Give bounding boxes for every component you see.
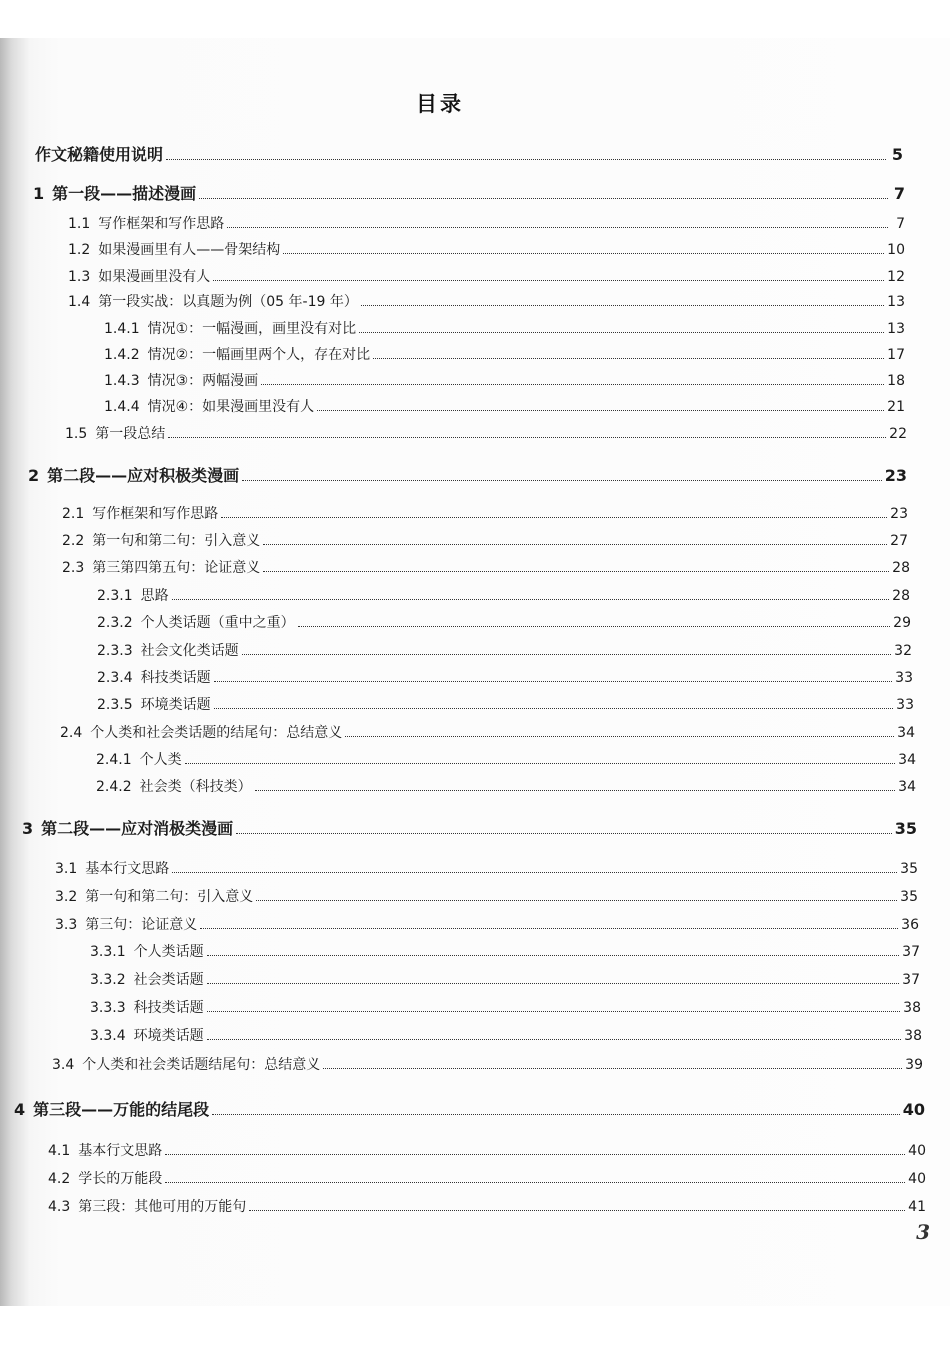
toc-entry-page: 35 xyxy=(900,889,918,905)
toc-entry-page: 33 xyxy=(896,697,914,713)
toc-entry-label: 写作框架和写作思路 xyxy=(98,216,225,232)
toc-entry-page: 40 xyxy=(908,1143,926,1159)
toc-entry-label: 情况②：一幅画里两个人，存在对比 xyxy=(147,347,371,363)
dot-leader xyxy=(242,480,882,481)
toc-entry-label: 个人类 xyxy=(139,752,182,768)
toc-entry-label: 第一句和第二句：引入意义 xyxy=(85,889,254,905)
toc-entry[interactable] xyxy=(97,694,914,714)
toc-entry-label: 第一段——描述漫画 xyxy=(52,184,197,203)
page-title: 目录 xyxy=(416,92,464,116)
toc-entry[interactable] xyxy=(104,370,905,390)
page-number: 3 xyxy=(916,1220,930,1244)
toc-entry[interactable] xyxy=(68,239,905,259)
toc-entry-number: 1.5 xyxy=(65,426,88,442)
toc-entry-page: 33 xyxy=(895,670,913,686)
toc-entry-number: 3.4 xyxy=(52,1057,75,1073)
toc-entry-page: 34 xyxy=(897,725,915,741)
toc-entry[interactable] xyxy=(90,997,921,1017)
dot-leader xyxy=(256,900,897,901)
toc-entry-number: 2.2 xyxy=(62,533,85,549)
dot-leader xyxy=(207,983,900,984)
toc-entry-page: 7 xyxy=(893,184,905,203)
toc-entry-page: 37 xyxy=(902,944,920,960)
toc-entry-number: 2.3.2 xyxy=(97,615,133,631)
toc-entry[interactable] xyxy=(97,585,910,605)
toc-entry[interactable] xyxy=(97,667,913,687)
toc-entry[interactable] xyxy=(62,503,908,523)
toc-entry-number: 2 xyxy=(28,466,40,485)
dot-leader xyxy=(207,955,900,956)
toc-entry[interactable] xyxy=(55,914,919,934)
toc-entry-page: 38 xyxy=(903,1000,921,1016)
toc-entry-page: 7 xyxy=(896,216,905,232)
toc-entry-label: 个人类话题 xyxy=(133,944,204,960)
toc-entry[interactable] xyxy=(97,612,911,632)
dot-leader xyxy=(207,1039,902,1040)
toc-entry[interactable] xyxy=(48,1168,926,1188)
dot-leader xyxy=(214,708,894,709)
dot-leader xyxy=(361,305,884,306)
toc-entry-number: 3.2 xyxy=(55,889,78,905)
toc-entry-number: 1.4.2 xyxy=(104,347,140,363)
toc-entry-label: 情况④：如果漫画里没有人 xyxy=(147,399,315,415)
dot-leader xyxy=(200,928,898,929)
toc-entry[interactable] xyxy=(55,886,918,906)
toc-entry-page: 27 xyxy=(890,533,908,549)
toc-entry[interactable] xyxy=(104,396,905,416)
dot-leader xyxy=(214,681,893,682)
toc-entry-label: 第一段实战：以真题为例（05 年-19 年） xyxy=(98,294,358,310)
toc-entry-page: 36 xyxy=(901,917,919,933)
toc-entry-page: 22 xyxy=(889,426,907,442)
dot-leader xyxy=(359,332,884,333)
dot-leader xyxy=(212,1114,900,1115)
toc-entry-page: 10 xyxy=(887,242,905,258)
toc-entry-page: 23 xyxy=(890,506,908,522)
toc-entry-number: 4.2 xyxy=(48,1171,71,1187)
toc-entry-page: 41 xyxy=(908,1199,926,1215)
toc-entry-number: 2.4.2 xyxy=(96,779,132,795)
toc-entry-number: 1.2 xyxy=(68,242,91,258)
toc-entry-label: 科技类话题 xyxy=(140,670,211,686)
toc-entry-label: 个人类话题（重中之重） xyxy=(140,615,295,631)
toc-entry-number: 1.4 xyxy=(68,294,91,310)
dot-leader xyxy=(221,517,887,518)
dot-leader xyxy=(165,1182,905,1183)
toc-entry-label: 个人类和社会类话题的结尾句：总结意义 xyxy=(90,725,343,741)
toc-entry-number: 3.3.2 xyxy=(90,972,126,988)
toc-entry[interactable] xyxy=(90,969,920,989)
toc-entry-label: 环境类话题 xyxy=(140,697,211,713)
toc-entry-page: 28 xyxy=(892,560,910,576)
toc-entry-number: 4.3 xyxy=(48,1199,71,1215)
toc-entry[interactable] xyxy=(97,640,912,660)
dot-leader xyxy=(166,159,886,160)
toc-entry-label: 基本行文思路 xyxy=(78,1143,163,1159)
toc-entry-number: 2.4.1 xyxy=(96,752,132,768)
toc-entry-page: 34 xyxy=(898,752,916,768)
dot-leader xyxy=(283,253,884,254)
dot-leader xyxy=(227,227,888,228)
dot-leader xyxy=(263,571,889,572)
dot-leader xyxy=(373,358,884,359)
toc-entry[interactable] xyxy=(14,1097,925,1117)
dot-leader xyxy=(199,198,888,199)
toc-entry[interactable] xyxy=(28,463,907,483)
toc-entry[interactable] xyxy=(96,749,916,769)
toc-entry-label: 作文秘籍使用说明 xyxy=(35,145,164,164)
toc-entry-number: 2.3.5 xyxy=(97,697,133,713)
toc-entry-label: 环境类话题 xyxy=(133,1028,204,1044)
dot-leader xyxy=(213,280,884,281)
toc-entry-label: 社会类（科技类） xyxy=(139,779,252,795)
toc-entry[interactable] xyxy=(90,941,920,961)
toc-entry-page: 5 xyxy=(891,145,903,164)
toc-entry-number: 3.3 xyxy=(55,917,78,933)
toc-entry-page: 23 xyxy=(884,466,907,485)
toc-entry-label: 情况①：一幅漫画，画里没有对比 xyxy=(147,321,357,337)
toc-entry-page: 29 xyxy=(893,615,911,631)
toc-entry-label: 如果漫画里有人——骨架结构 xyxy=(98,242,281,258)
toc-entry[interactable] xyxy=(68,266,905,286)
dot-leader xyxy=(345,736,894,737)
toc-entry-page: 18 xyxy=(887,373,905,389)
dot-leader xyxy=(261,384,884,385)
toc-entry[interactable] xyxy=(48,1196,926,1216)
toc-entry-number: 1.4.3 xyxy=(104,373,140,389)
toc-entry[interactable] xyxy=(90,1025,922,1045)
toc-entry-page: 40 xyxy=(902,1100,925,1119)
dot-leader xyxy=(207,1011,901,1012)
toc-entry-label: 第一句和第二句：引入意义 xyxy=(92,533,261,549)
toc-entry-label: 情况③：两幅漫画 xyxy=(147,373,259,389)
dot-leader xyxy=(236,833,892,834)
toc-entry-page: 17 xyxy=(887,347,905,363)
dot-leader xyxy=(298,626,891,627)
toc-entry-label: 学长的万能段 xyxy=(78,1171,163,1187)
toc-entry-number: 4.1 xyxy=(48,1143,71,1159)
toc-entry-number: 2.4 xyxy=(60,725,83,741)
toc-entry-page: 35 xyxy=(900,861,918,877)
toc-entry[interactable] xyxy=(52,1054,923,1074)
toc-entry-page: 40 xyxy=(908,1171,926,1187)
toc-entry[interactable] xyxy=(60,722,915,742)
toc-entry[interactable] xyxy=(104,318,905,338)
toc-entry[interactable] xyxy=(68,213,905,233)
toc-entry-label: 个人类和社会类话题结尾句：总结意义 xyxy=(82,1057,321,1073)
dot-leader xyxy=(172,599,890,600)
toc-entry-number: 3.3.3 xyxy=(90,1000,126,1016)
toc-entry-label: 写作框架和写作思路 xyxy=(92,506,219,522)
toc-entry-label: 第三段：其他可用的万能句 xyxy=(78,1199,247,1215)
toc-entry[interactable] xyxy=(68,291,905,311)
toc-entry-page: 34 xyxy=(898,779,916,795)
toc-entry-page: 32 xyxy=(894,643,912,659)
toc-entry[interactable] xyxy=(62,530,908,550)
toc-entry-label: 社会类话题 xyxy=(133,972,204,988)
toc-entry-number: 2.3.3 xyxy=(97,643,133,659)
toc-entry[interactable] xyxy=(55,858,918,878)
toc-entry[interactable] xyxy=(104,344,905,364)
toc-entry-page: 13 xyxy=(887,294,905,310)
dot-leader xyxy=(168,437,886,438)
toc-entry-number: 1.3 xyxy=(68,269,91,285)
toc-entry-label: 科技类话题 xyxy=(133,1000,204,1016)
toc-entry-label: 思路 xyxy=(140,588,169,604)
toc-entry-page: 12 xyxy=(887,269,905,285)
toc-entry-page: 21 xyxy=(887,399,905,415)
toc-entry-page: 39 xyxy=(905,1057,923,1073)
dot-leader xyxy=(185,763,896,764)
toc-entry-label: 第三第四第五句：论证意义 xyxy=(92,560,261,576)
toc-entry-label: 第二段——应对消极类漫画 xyxy=(41,819,234,838)
toc-entry-number: 1.4.1 xyxy=(104,321,140,337)
toc-entry-label: 如果漫画里没有人 xyxy=(98,269,211,285)
toc-entry-label: 基本行文思路 xyxy=(85,861,170,877)
toc-entry-label: 第二段——应对积极类漫画 xyxy=(47,466,240,485)
dot-leader xyxy=(165,1154,905,1155)
toc-entry[interactable] xyxy=(65,423,907,443)
toc-entry[interactable] xyxy=(62,557,910,577)
toc-entry-page: 28 xyxy=(892,588,910,604)
dot-leader xyxy=(172,872,897,873)
toc-entry-page: 38 xyxy=(904,1028,922,1044)
toc-entry-number: 4 xyxy=(14,1100,26,1119)
toc-entry-number: 3.1 xyxy=(55,861,78,877)
toc-entry-number: 3 xyxy=(22,819,34,838)
toc-entry-page: 37 xyxy=(902,972,920,988)
toc-entry[interactable] xyxy=(35,142,903,162)
toc-entry-number: 3.3.1 xyxy=(90,944,126,960)
toc-entry[interactable] xyxy=(22,816,917,836)
dot-leader xyxy=(323,1068,902,1069)
toc-entry-number: 3.3.4 xyxy=(90,1028,126,1044)
toc-entry-label: 社会文化类话题 xyxy=(140,643,239,659)
toc-entry-label: 第三句：论证意义 xyxy=(85,917,198,933)
toc-entry-number: 1.1 xyxy=(68,216,91,232)
toc-entry-number: 1.4.4 xyxy=(104,399,140,415)
toc-entry[interactable] xyxy=(48,1140,926,1160)
toc-entry-number: 2.3.4 xyxy=(97,670,133,686)
toc-entry-number: 2.3.1 xyxy=(97,588,133,604)
dot-leader xyxy=(263,544,887,545)
toc-entry-page: 13 xyxy=(887,321,905,337)
dot-leader xyxy=(255,790,896,791)
dot-leader xyxy=(249,1210,905,1211)
toc-entry[interactable] xyxy=(33,181,905,201)
dot-leader xyxy=(242,654,892,655)
toc-entry[interactable] xyxy=(96,776,916,796)
toc-entry-page: 35 xyxy=(894,819,917,838)
toc-entry-label: 第一段总结 xyxy=(95,426,166,442)
dot-leader xyxy=(317,410,884,411)
toc-entry-number: 2.3 xyxy=(62,560,85,576)
toc-entry-number: 2.1 xyxy=(62,506,85,522)
toc-entry-number: 1 xyxy=(33,184,45,203)
toc-entry-label: 第三段——万能的结尾段 xyxy=(33,1100,210,1119)
